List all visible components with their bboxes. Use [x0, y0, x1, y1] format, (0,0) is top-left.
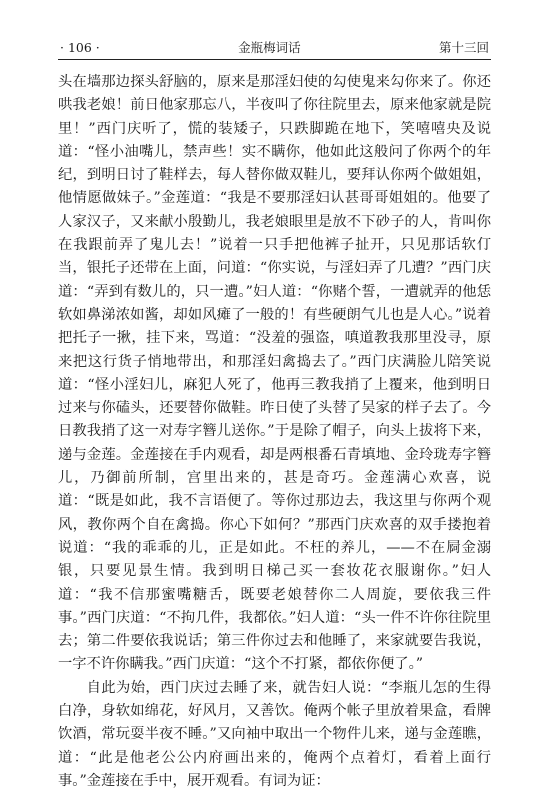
paragraph: 自此为始，西门庆过去睡了来，就告妇人说：“李瓶儿怎的生得白净，身软如绵花，好风月，又善饮。俺两个帐子里放着果盒，看牌饮酒，常玩耍半夜不睡。”又向袖中取出一个物件儿来，递与金莲瞧，道：“此是他老公公内府画出来的，俺两个点着灯，看着上面行事。”金莲接在手中，展开观看。有词为证：: [58, 679, 491, 789]
paragraph: 头在墙那边探头舒脑的，原来是那淫妇使的勾使鬼来勾你来了。你还哄我老娘！前日他家那忘八，半夜叫了你往院里去，原来他家就是院里！”西门庆听了，慌的装矮子，只跌脚跪在地下，笑嘻嘻央及说道：“怪小油嘴儿，禁声些！实不瞒你，他如此这般问了你两个的年纪，到明日讨了鞋样去，每人替你做双鞋儿，要拜认你两个做姐姐，他情愿做妹子。”金莲道：“我是不要那淫妇认甚哥哥姐姐的。他要了人家汉子，又来献小殷勤儿，我老娘眼里是放不下砂子的人，肯叫你在我跟前弄了鬼儿去！”说着一只手把他裤子扯开，只见那话软仃当，银托子还带在上面，问道：“你实说，与淫妇弄了几遭？”西门庆道：“弄到有数儿的，只一遭。”妇人道：“你赌个誓，一遭就弄的他恁软如鼻涕浓如酱，却如风瘫了一般的！有些硬朗气儿也是人心。”说着把托子一揪，挂下来，骂道：“没羞的强盗，嗔道教我那里没寻，原来把这行货子悄地带出，和那淫妇禽捣去了。”西门庆满脸儿陪笑说道：“怪小淫妇儿，麻犯人死了，他再三教我捎了上覆来，他到明日过来与你磕头，还要替你做鞋。昨日使了头替了吴家的样子去了。今日教我捎了这一对寿字簪儿送你。”于是除了帽子，向头上拔将下来，递与金莲。金莲接在手内观看，却是两根番石青填地、金玲珑寿字簪儿，乃御前所制，宫里出来的，甚是奇巧。金莲满心欢喜，说道：“既是如此，我不言语便了。等你过那边去，我这里与你两个观风，教你两个自在禽捣。你心下如何？”那西门庆欢喜的双手搂抱着说道：“我的乖乖的儿，正是如此。不枉的养儿，——不在屙金溺银，只要见景生情。我到明日梯己买一套妆花衣服谢你。”妇人道：“我不信那蜜嘴糖舌，既要老娘替你二人周旋，要依我三件事。”西门庆道：“不拘几件，我都依。”妇人道：“头一件不许你往院里去；第二件要依我说话；第三件你过去和他睡了，来家就要告我说，一字不许你瞒我。”西门庆道：“这个不打紧，都依你便了。”: [58, 74, 491, 673]
book-title: 金瓶梅词话: [238, 40, 301, 55]
page-number: · 106 ·: [60, 40, 100, 55]
page-body: [58, 71, 491, 793]
chapter-title: 第十三回: [438, 40, 489, 55]
running-header: [58, 40, 491, 60]
